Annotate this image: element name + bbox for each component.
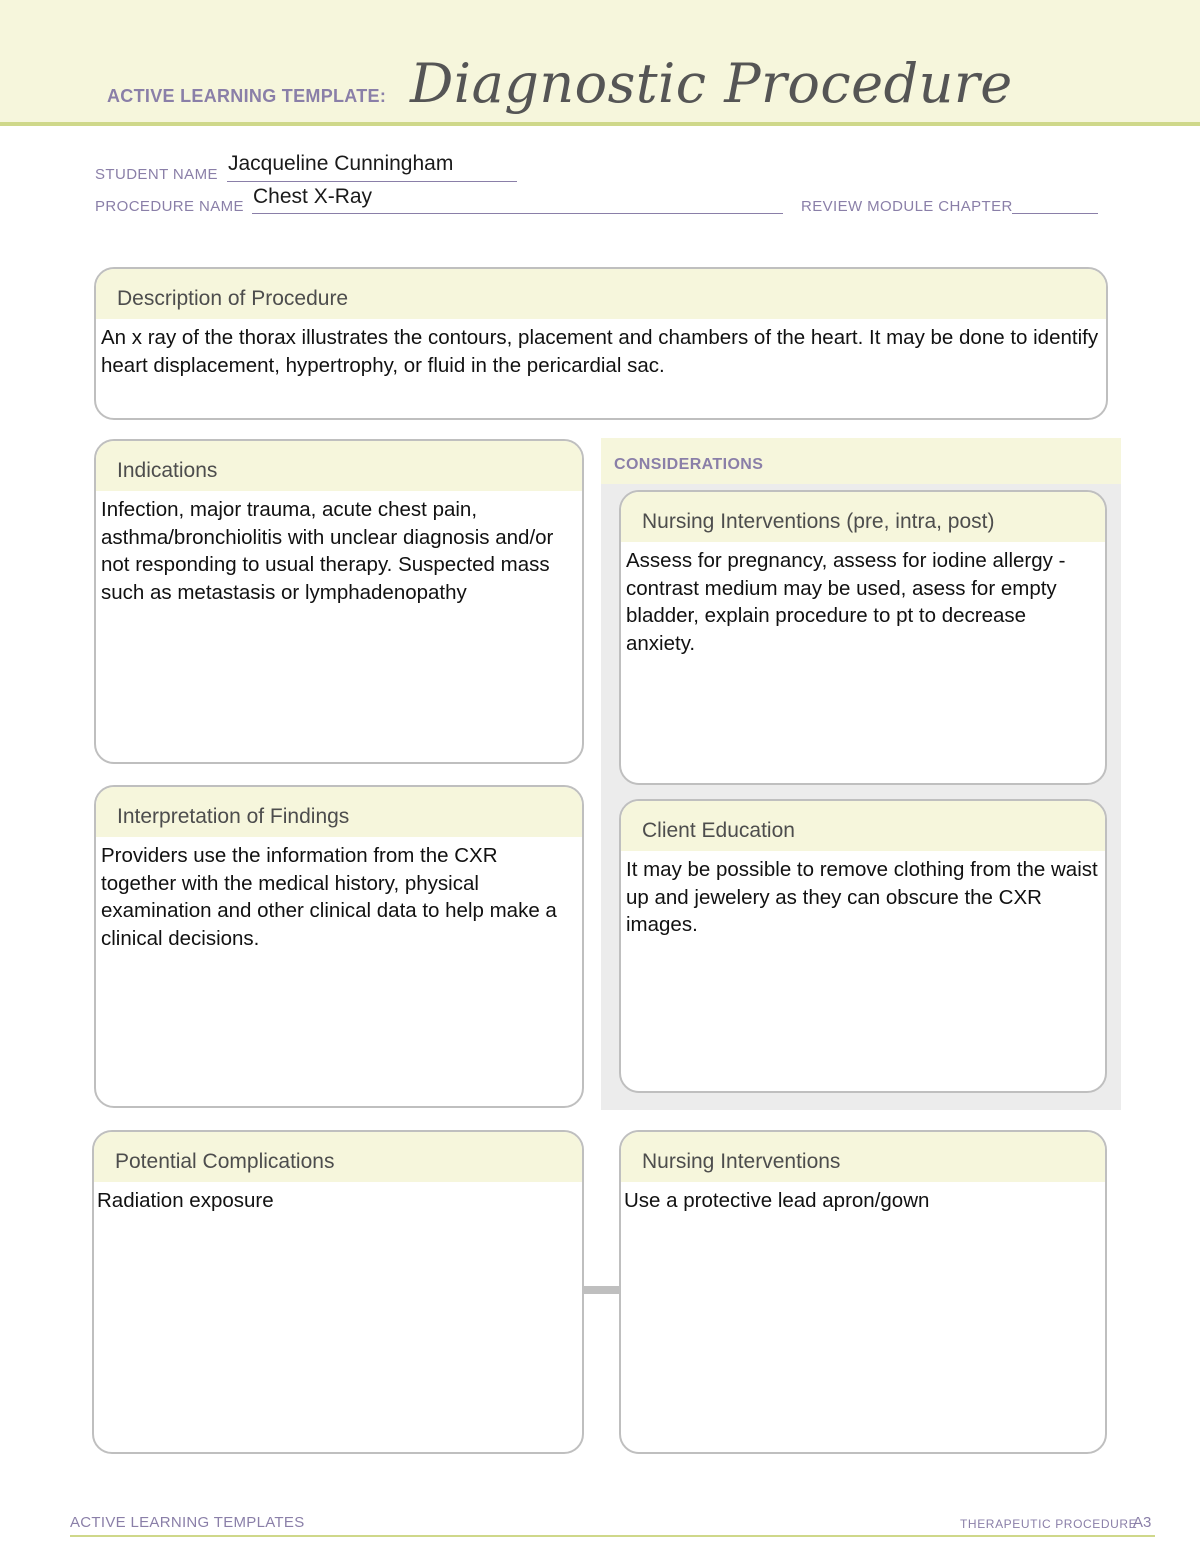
client-education-text[interactable]: It may be possible to remove clothing from the waist up and jewelery as they can obscure the CXR images.	[626, 858, 1098, 936]
complications-text[interactable]: Radiation exposure	[97, 1189, 274, 1212]
page-title: Diagnostic Procedure	[410, 52, 1013, 115]
considerations-label: CONSIDERATIONS	[614, 456, 764, 473]
footer-right-label: THERAPEUTIC PROCEDURE	[960, 1517, 1138, 1531]
review-module-field[interactable]	[1012, 213, 1098, 214]
procedure-name-line	[252, 213, 783, 214]
review-module-label: REVIEW MODULE CHAPTER	[801, 198, 1013, 215]
student-name-field[interactable]: Jacqueline Cunningham	[228, 152, 454, 175]
client-education-title: Client Education	[621, 801, 1105, 851]
description-section	[94, 267, 1108, 420]
interpretation-section	[94, 785, 584, 1108]
indications-title: Indications	[96, 441, 582, 491]
nursing-interventions-title: Nursing Interventions	[621, 1132, 1105, 1182]
indications-section	[94, 439, 584, 764]
student-name-line	[227, 181, 517, 182]
considerations-header	[601, 438, 1121, 484]
template-label: ACTIVE LEARNING TEMPLATE:	[107, 86, 387, 106]
nursing-interventions-prepost-text[interactable]: Assess for pregnancy, assess for iodine allergy - contrast medium may be used, asess for empty bladder, explain procedure to pt to decrease anxiety.	[626, 549, 1066, 655]
nursing-interventions-prepost-title: Nursing Interventions (pre, intra, post)	[621, 492, 1105, 542]
nursing-interventions-section	[619, 1130, 1107, 1454]
page-number: A3	[1133, 1514, 1152, 1531]
indications-text[interactable]: Infection, major trauma, acute chest pain, asthma/bronchiolitis with unclear diagnosis and/or not responding to usual therapy. Suspected mass such as metastasis or lymphadenopathy	[101, 498, 554, 604]
interpretation-text[interactable]: Providers use the information from the CXR together with the medical history, physical examination and other clinical data to help make a clinical decisions.	[101, 844, 557, 950]
procedure-name-label: PROCEDURE NAME	[95, 198, 244, 215]
client-education-section	[619, 799, 1107, 1093]
footer-left-label: ACTIVE LEARNING TEMPLATES	[70, 1514, 305, 1531]
description-title: Description of Procedure	[96, 269, 1106, 319]
footer-divider	[70, 1535, 1155, 1537]
complications-title: Potential Complications	[94, 1132, 582, 1182]
interpretation-title: Interpretation of Findings	[96, 787, 582, 837]
procedure-name-field[interactable]: Chest X-Ray	[253, 185, 373, 208]
description-text[interactable]: An x ray of the thorax illustrates the contours, placement and chambers of the heart. It may be done to identify heart displacement, hypertrophy, or fluid in the pericardial sac.	[101, 326, 1099, 377]
section-connector	[583, 1286, 620, 1294]
student-name-label: STUDENT NAME	[95, 166, 218, 183]
header-band	[0, 0, 1200, 126]
complications-section	[92, 1130, 584, 1454]
nursing-interventions-text[interactable]: Use a protective lead apron/gown	[624, 1189, 930, 1212]
nursing-interventions-prepost-section	[619, 490, 1107, 785]
